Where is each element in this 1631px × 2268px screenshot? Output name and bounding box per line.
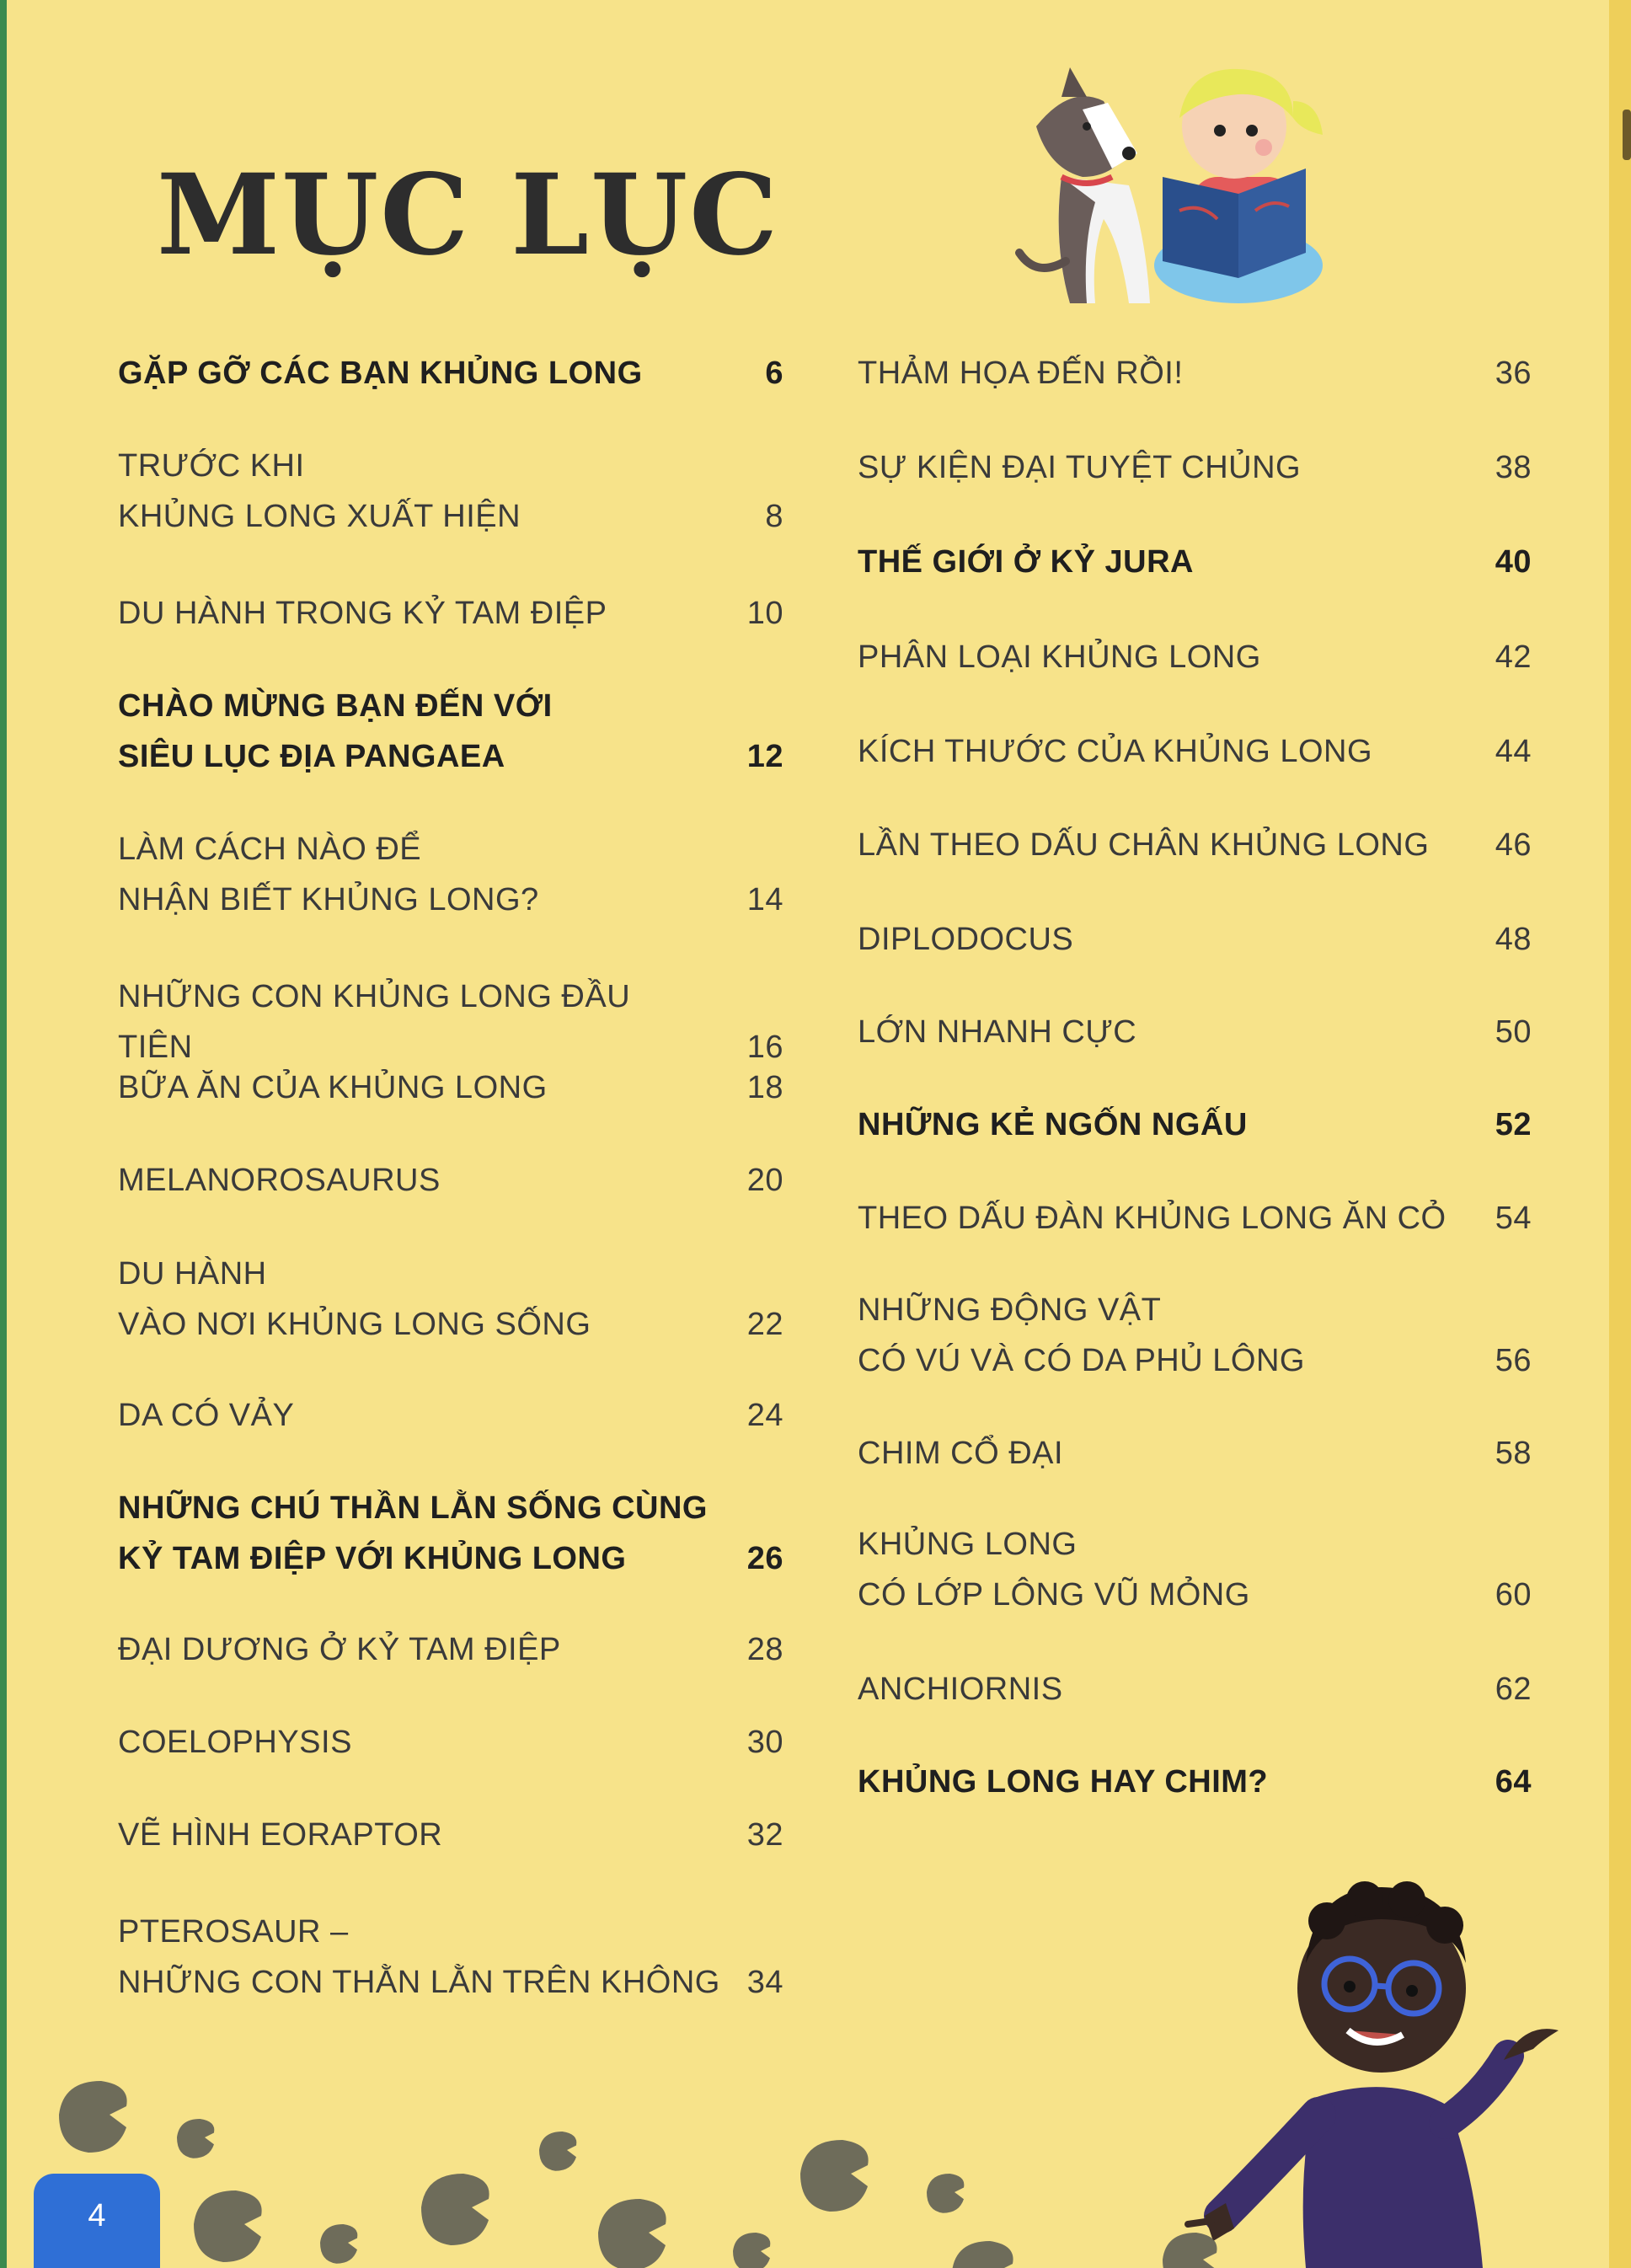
toc-entry[interactable] xyxy=(858,1285,1532,1386)
toc-entry-page: 62 xyxy=(1495,1672,1532,1707)
toc-entry[interactable] xyxy=(858,1757,1532,1807)
toc-entry-label: SỰ KIỆN ĐẠI TUYỆT CHỦNG xyxy=(858,450,1302,485)
toc-entry[interactable] xyxy=(118,1624,783,1675)
toc-entry-page: 40 xyxy=(1495,544,1532,580)
toc-entry-label: NHỮNG ĐỘNG VẬT CÓ VÚ VÀ CÓ DA PHỦ LÔNG xyxy=(858,1292,1305,1378)
toc-entry-page: 34 xyxy=(746,1965,783,2000)
toc-entry[interactable] xyxy=(858,1099,1532,1150)
toc-entry[interactable] xyxy=(118,1062,783,1113)
toc-entry[interactable] xyxy=(858,632,1532,682)
page-edge xyxy=(1609,0,1631,2268)
toc-entry[interactable] xyxy=(858,1007,1532,1057)
page-edge-mark xyxy=(1623,110,1631,160)
toc-entry-label: THẾ GIỚI Ở KỶ JURA xyxy=(858,544,1194,580)
toc-entry[interactable] xyxy=(118,1155,783,1206)
toc-entry-page: 58 xyxy=(1495,1436,1532,1471)
toc-entry[interactable] xyxy=(118,1810,783,1860)
toc-entry-page: 12 xyxy=(746,739,783,774)
toc-entry-page: 20 xyxy=(746,1163,783,1198)
toc-entry-label: DIPLODOCUS xyxy=(858,922,1074,957)
toc-entry-label: NHỮNG KẺ NGỐN NGẤU xyxy=(858,1107,1248,1142)
toc-entry[interactable] xyxy=(118,348,783,399)
toc-entry-page: 30 xyxy=(746,1725,783,1760)
toc-entry-page: 32 xyxy=(746,1817,783,1853)
spine-edge xyxy=(0,0,7,2268)
toc-entry[interactable] xyxy=(858,726,1532,777)
toc-entry[interactable] xyxy=(858,537,1532,587)
toc-entry[interactable] xyxy=(118,1483,783,1584)
toc-entry-page: 24 xyxy=(746,1398,783,1433)
toc-entry-label: CHIM CỔ ĐẠI xyxy=(858,1436,1064,1471)
toc-entry-label: THEO DẤU ĐÀN KHỦNG LONG ĂN CỎ xyxy=(858,1201,1447,1236)
toc-entry[interactable] xyxy=(858,348,1532,399)
toc-entry-label: ĐẠI DƯƠNG Ở KỶ TAM ĐIỆP xyxy=(118,1632,561,1667)
toc-entry-page: 26 xyxy=(746,1541,783,1576)
toc-entry-label: KHỦNG LONG HAY CHIM? xyxy=(858,1764,1269,1800)
toc-entry-page: 22 xyxy=(746,1307,783,1342)
page-number-badge: 4 xyxy=(34,2174,160,2268)
toc-entry-page: 48 xyxy=(1495,922,1532,957)
toc-entry-page: 60 xyxy=(1495,1577,1532,1613)
toc-entry[interactable] xyxy=(858,1428,1532,1479)
toc-entry-page: 56 xyxy=(1495,1343,1532,1378)
toc-entry[interactable] xyxy=(118,681,783,782)
toc-entry-label: DU HÀNH VÀO NƠI KHỦNG LONG SỐNG xyxy=(118,1256,591,1342)
toc-entry-page: 54 xyxy=(1495,1201,1532,1236)
toc-entry-label: TRƯỚC KHI KHỦNG LONG XUẤT HIỆN xyxy=(118,448,521,534)
toc-entry[interactable] xyxy=(118,971,783,1072)
toc-entry[interactable] xyxy=(118,1390,783,1441)
toc-entry-label: THẢM HỌA ĐẾN RỒI! xyxy=(858,356,1184,391)
toc-entry-page: 14 xyxy=(746,882,783,917)
toc-entry-page: 44 xyxy=(1495,734,1532,769)
toc-entry-page: 50 xyxy=(1495,1014,1532,1050)
toc-entry-label: LỚN NHANH CỰC xyxy=(858,1014,1137,1050)
toc-entry-label: COELOPHYSIS xyxy=(118,1725,352,1760)
toc-entry-page: 42 xyxy=(1495,639,1532,675)
toc-entry-label: LẦN THEO DẤU CHÂN KHỦNG LONG xyxy=(858,827,1430,863)
toc-entry-label: DA CÓ VẢY xyxy=(118,1398,295,1433)
toc-entry-page: 8 xyxy=(765,499,783,534)
toc-entry-page: 28 xyxy=(746,1632,783,1667)
toc-entry[interactable] xyxy=(118,441,783,542)
toc-entry-label: LÀM CÁCH NÀO ĐỂ NHẬN BIẾT KHỦNG LONG? xyxy=(118,832,539,917)
toc-entry-page: 16 xyxy=(746,1030,783,1065)
girl-and-dog-illustration xyxy=(1003,51,1356,320)
toc-entry[interactable] xyxy=(858,1519,1532,1620)
toc-entry-label: ANCHIORNIS xyxy=(858,1672,1063,1707)
toc-entry-page: 18 xyxy=(746,1070,783,1105)
toc-entry-label: DU HÀNH TRONG KỶ TAM ĐIỆP xyxy=(118,596,607,631)
toc-entry[interactable] xyxy=(858,1193,1532,1244)
toc-entry[interactable] xyxy=(858,1664,1532,1714)
toc-entry[interactable] xyxy=(858,442,1532,493)
toc-entry-label: GẶP GỠ CÁC BẠN KHỦNG LONG xyxy=(118,356,643,391)
toc-entry-page: 64 xyxy=(1495,1764,1532,1800)
boy-pointing-illustration xyxy=(1171,1820,1592,2268)
toc-entry-page: 6 xyxy=(765,356,783,391)
toc-entry-page: 52 xyxy=(1495,1107,1532,1142)
toc-entry-label: BỮA ĂN CỦA KHỦNG LONG xyxy=(118,1070,548,1105)
toc-entry-page: 36 xyxy=(1495,356,1532,391)
toc-entry[interactable] xyxy=(118,588,783,639)
toc-entry-label: VẼ HÌNH EORAPTOR xyxy=(118,1817,443,1853)
toc-entry-label: MELANOROSAURUS xyxy=(118,1163,441,1198)
toc-entry-label: KHỦNG LONG CÓ LỚP LÔNG VŨ MỎNG xyxy=(858,1527,1250,1613)
toc-entry[interactable] xyxy=(858,914,1532,965)
toc-entry[interactable] xyxy=(118,824,783,925)
toc-entry-page: 46 xyxy=(1495,827,1532,863)
toc-entry-page: 38 xyxy=(1495,450,1532,485)
toc-entry[interactable] xyxy=(118,1249,783,1350)
toc-entry[interactable] xyxy=(118,1717,783,1768)
toc-entry-label: NHỮNG CHÚ THẦN LẰN SỐNG CÙNG KỶ TAM ĐIỆP VỚI KHỦNG LONG xyxy=(118,1490,708,1576)
toc-entry-label: CHÀO MỪNG BẠN ĐẾN VỚI SIÊU LỤC ĐỊA PANGAEA xyxy=(118,688,553,774)
page-title: MỤC LỤC xyxy=(157,150,780,281)
toc-entry-label: KÍCH THƯỚC CỦA KHỦNG LONG xyxy=(858,734,1373,769)
toc-entry-page: 10 xyxy=(746,596,783,631)
toc-entry[interactable] xyxy=(118,1907,783,2008)
toc-entry-label: PHÂN LOẠI KHỦNG LONG xyxy=(858,639,1261,675)
toc-entry[interactable] xyxy=(858,820,1532,870)
toc-entry-label: NHỮNG CON KHỦNG LONG ĐẦU TIÊN xyxy=(118,979,631,1065)
toc-entry-label: PTEROSAUR – NHỮNG CON THẰN LẰN TRÊN KHÔNG xyxy=(118,1914,720,2000)
